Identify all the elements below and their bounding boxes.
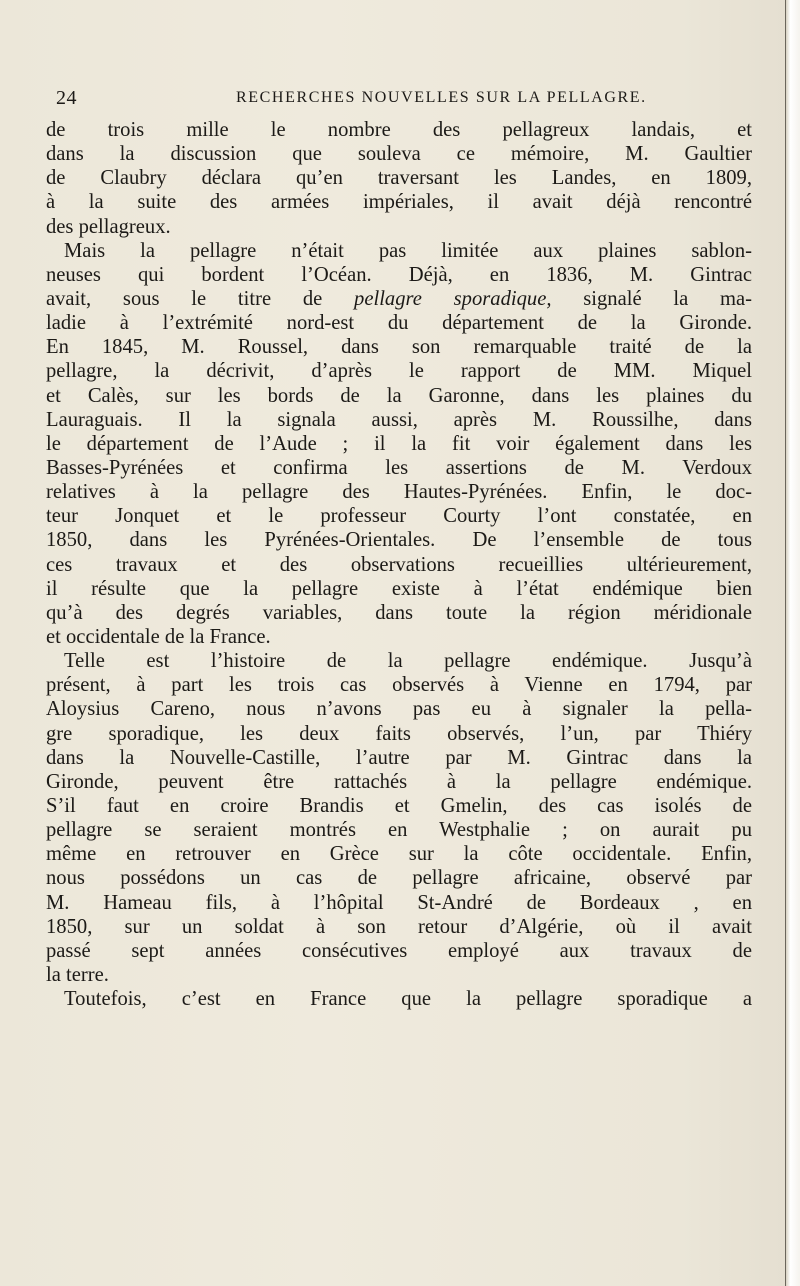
text-line: dans la Nouvelle-Castille, l’autre par M. Gintrac dans la (46, 746, 752, 769)
text-line: pellagre, la décrivit, d’après le rapport de MM. Miquel (46, 360, 752, 383)
text-line: gre sporadique, les deux faits observés, l’un, par Thiéry (46, 722, 752, 745)
text-line: passé sept années consécutives employé aux travaux de (46, 939, 752, 962)
line-tail: signalé la ma- (551, 287, 752, 310)
text-line: et Calès, sur les bords de la Garonne, dans les plaines du (46, 384, 752, 407)
text-line: dans la discussion que souleva ce mémoire, M. Gaultier (46, 143, 752, 166)
italic-term: pellagre sporadique, (354, 287, 552, 310)
text-line: Gironde, peuvent être rattachés à la pellagre endémique. (46, 770, 752, 793)
text-line: nous possédons un cas de pellagre africaine, observé par (46, 867, 752, 890)
text-line: S’il faut en croire Brandis et Gmelin, des cas isolés de (46, 794, 752, 817)
text-line: 1850, dans les Pyrénées-Orientales. De l’ensemble de tous (46, 529, 752, 552)
text-line: pellagre se seraient montrés en Westphalie ; on aurait pu (46, 819, 752, 842)
text-line: Basses-Pyrénées et confirma les assertions de M. Verdoux (46, 456, 752, 479)
text-line: Lauraguais. Il la signala aussi, après M. Roussilhe, dans (46, 408, 752, 431)
text-line: En 1845, M. Roussel, dans son remarquable traité de la (46, 336, 752, 359)
page-number: 24 (56, 87, 77, 109)
line-head: avait, sous le titre de (46, 287, 323, 310)
text-line-mixed (46, 287, 752, 311)
text-line: ladie à l’extrémité nord-est du département de la Gironde. (46, 312, 752, 335)
text-line: teur Jonquet et le professeur Courty l’ont constatée, en (46, 505, 752, 528)
text-line: Toutefois, c’est en France que la pellagre sporadique a (64, 988, 752, 1011)
text-line: de Claubry déclara qu’en traversant les Landes, en 1809, (46, 167, 752, 190)
text-line: relatives à la pellagre des Hautes-Pyrénées. Enfin, le doc- (46, 481, 752, 504)
text-line: le département de l’Aude ; il la fit voir également dans les (46, 432, 752, 455)
running-title: RECHERCHES NOUVELLES SUR LA PELLAGRE. (236, 89, 647, 106)
body-text (46, 118, 752, 1011)
text-line: 1850, sur un soldat à son retour d’Algérie, où il avait (46, 915, 752, 938)
text-line: Telle est l’histoire de la pellagre endémique. Jusqu’à (64, 650, 752, 673)
text-line: à la suite des armées impériales, il avait déjà rencontré (46, 191, 752, 214)
text-line: Mais la pellagre n’était pas limitée aux plaines sablon- (64, 239, 752, 262)
text-line: de trois mille le nombre des pellagreux landais, et (46, 119, 752, 141)
page-header (56, 87, 752, 111)
text-line: des pellagreux. (46, 215, 171, 238)
text-line: ces travaux et des observations recueillies ultérieurement, (46, 553, 752, 576)
page-edge (785, 0, 800, 1286)
text-line: Aloysius Careno, nous n’avons pas eu à signaler la pella- (46, 698, 752, 721)
text-line: même en retrouver en Grèce sur la côte occidentale. Enfin, (46, 843, 752, 866)
text-line: neuses qui bordent l’Océan. Déjà, en 1836, M. Gintrac (46, 263, 752, 286)
text-line: qu’à des degrés variables, dans toute la région méridionale (46, 601, 752, 624)
text-line: il résulte que la pellagre existe à l’état endémique bien (46, 577, 752, 600)
text-line: la terre. (46, 963, 109, 986)
text-line: et occidentale de la France. (46, 625, 271, 648)
text-line: M. Hameau fils, à l’hôpital St-André de Bordeaux , en (46, 891, 752, 914)
text-line: présent, à part les trois cas observés à Vienne en 1794, par (46, 674, 752, 697)
